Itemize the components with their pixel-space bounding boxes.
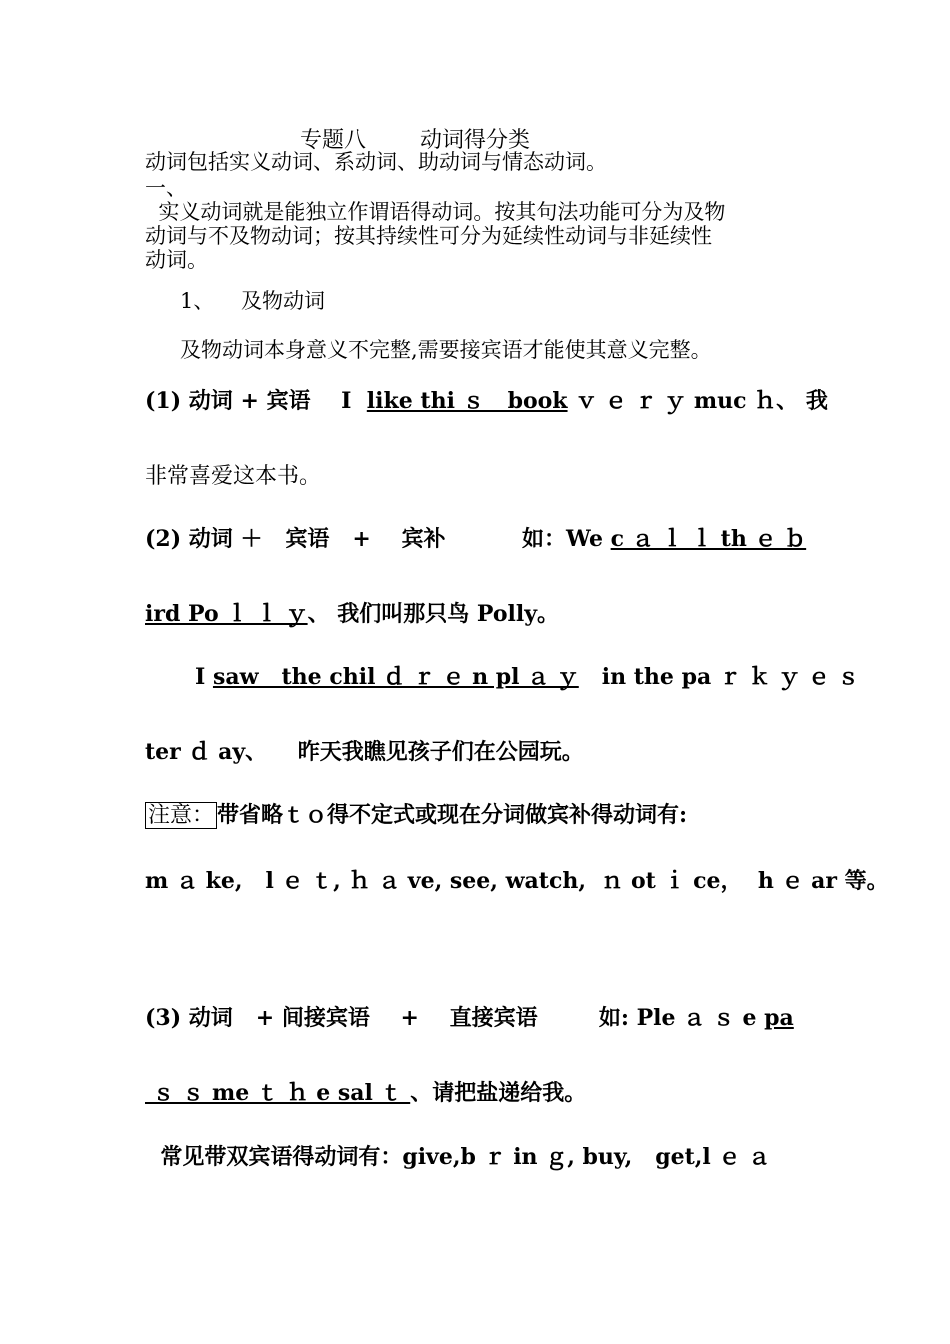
section-one-heading: 一、 [145,176,187,200]
rule-2-example-2 [195,660,860,691]
rule-2-label: (2) 动词 ＋ 宾语 + 宾补 如：We [145,526,611,552]
intro-line: 动词包括实义动词、系动词、助动词与情态动词。 [145,150,607,174]
rule-3-example-underlined: pa [764,1005,794,1031]
rule-1-label: (1) 动词 + 宾语 I [145,388,367,414]
rule-1-translation: 非常喜爱这本书。 [145,464,322,489]
transitive-definition: 及物动词本身意义不完整,需要接宾语才能使其意义完整。 [180,338,712,362]
rule-3-line [145,1001,794,1032]
note-text: 带省略ｔｏ得不定式或现在分词做宾补得动词有: [217,802,688,828]
title-part-1: 专题八 [300,128,367,153]
subsection-heading: 1、 及物动词 [180,289,326,313]
rule-2-example-underlined: c ａ ｌ ｌ th ｅ ｂ [610,526,807,552]
title-part-2: 动词得分类 [420,128,531,153]
note-label: 注意： [145,802,217,829]
rule-1-example-underlined: like thi ｓ book [366,388,568,414]
rule-2-example-underlined-cont: ird Po ｌ ｌ ｙ [145,601,308,627]
rule-2-ex2-rest: in the pa ｒ ｋ ｙ ｅ ｓ [578,664,860,690]
rule-3-example-underlined-cont: ｓ ｓ me ｔ ｈ e sal ｔ [145,1080,411,1106]
rule-3-translation: 、请把盐递给我。 [410,1080,587,1106]
rule-3-label: (3) 动词 + 间接宾语 + 直接宾语 如: Ple ａ ｓ e [145,1005,765,1031]
rule-2-ex2-underlined: saw the chil ｄ ｒ ｅ n pl ａ ｙ [212,664,579,690]
rule-1-line [145,384,828,415]
rule-2-ex2-start: I [195,664,213,690]
rule-2-line [145,522,806,553]
rule-1-example-rest: ｖ ｅ ｒ ｙ muc ｈ、 我 [567,388,828,414]
section-one-line-2: 动词与不及物动词；按其持续性可分为延续性动词与非延续性 [145,224,712,248]
rule-2-line-2 [145,597,559,628]
section-one-line-1: 实义动词就是能独立作谓语得动词。按其句法功能可分为及物 [145,200,726,224]
note-line [145,798,687,829]
rule-2-example-2-line-2: ter ｄ ay、 昨天我瞧见孩子们在公园玩。 [145,739,584,765]
section-one-line-3: 动词。 [145,248,208,272]
note-verbs: m ａ ke, l ｅ ｔ, ｈ ａ ve, see, watch, ｎ ot ｉ ce， h ｅ ar 等。 [145,868,889,894]
rule-3-line-2 [145,1076,586,1107]
rule-2-translation: 、 我们叫那只鸟 Polly。 [307,601,560,627]
double-object-verbs: 常见带双宾语得动词有：give,b ｒ in ｇ, buy, get,l ｅ ａ [145,1144,771,1170]
